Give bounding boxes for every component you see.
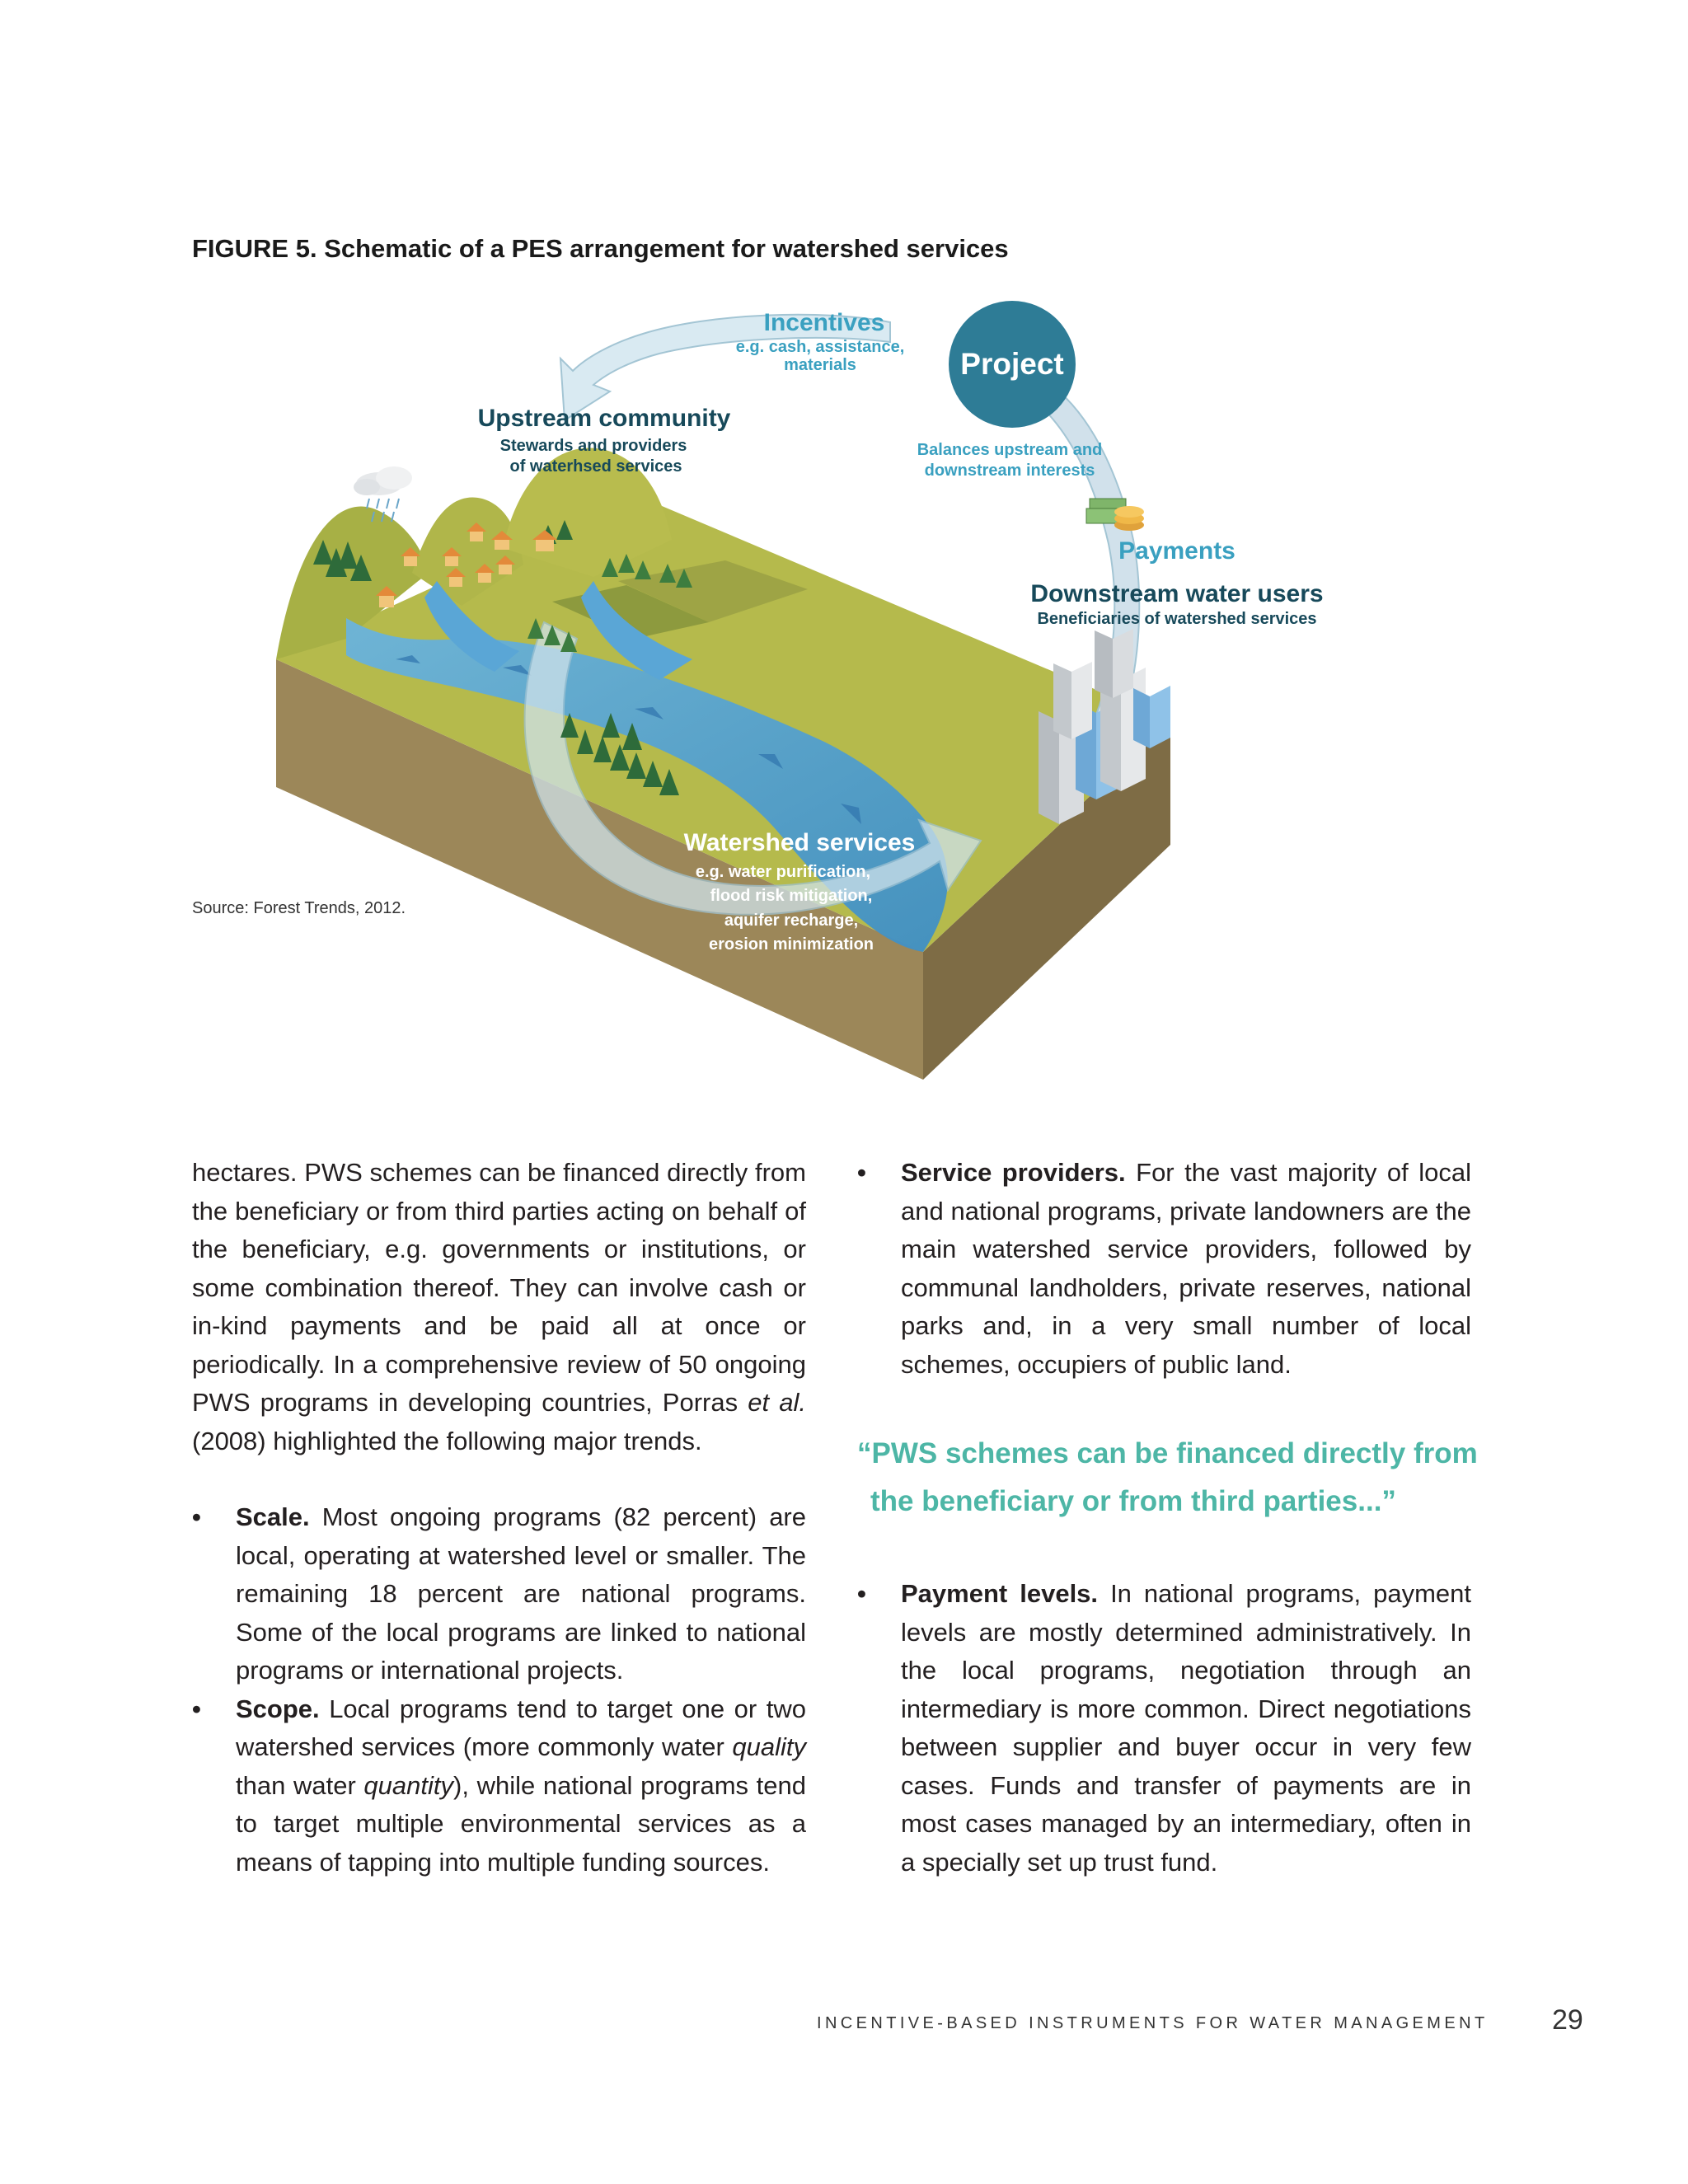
intro-text: hectares. PWS schemes can be financed directly from the beneficiary or from third parties acting on behalf of the beneficiary, e.g. governments or institutions, or some combination thereof. They can involve cash or in-kind payments and be paid all at once or periodically. In a comprehensive review of 50 ongoing PWS programs in developing countries, Porras bbox=[192, 1158, 806, 1417]
upstream-title: Upstream community bbox=[477, 405, 731, 432]
bullet-mark: • bbox=[857, 1158, 866, 1187]
bullet-mark: • bbox=[192, 1694, 201, 1723]
ws-sub-3: aquifer recharge, bbox=[724, 912, 859, 930]
page-number: 29 bbox=[1552, 2004, 1583, 2036]
bullet-scale bbox=[192, 1498, 806, 1690]
pes-schematic-svg bbox=[247, 293, 1484, 1084]
payments-label: Payments bbox=[1118, 537, 1236, 565]
ws-sub-2: flood risk mitigation, bbox=[710, 887, 873, 905]
right-column bbox=[857, 1154, 1471, 1384]
ws-sub-4: erosion minimization bbox=[708, 935, 874, 954]
running-footer-title: INCENTIVE-BASED INSTRUMENTS FOR WATER MANAGEMENT bbox=[817, 2014, 1489, 2032]
project-sub-1: Balances upstream and bbox=[917, 441, 1103, 459]
money-stack-icon bbox=[1086, 499, 1144, 531]
ws-sub-1: e.g. water purification, bbox=[695, 863, 871, 881]
bullet-text-quality: quality bbox=[732, 1732, 806, 1761]
right-column-lower bbox=[857, 1575, 1471, 1882]
intro-italic: et al. bbox=[748, 1388, 806, 1417]
downstream-title: Downstream water users bbox=[1030, 580, 1324, 607]
bullet-text-providers: For the vast majority of local and national programs, private landowners are the main watershed service providers, followed by communal landholders, private reserves, national parks and, in a very small number of local schemes, occupiers of public land. bbox=[901, 1158, 1471, 1379]
bullet-scope bbox=[192, 1690, 806, 1882]
bullet-text-payment: In national programs, payment levels are mostly determined administratively. In the local programs, negotiation through an intermediary is more common. Direct negotiations between supplier and buyer occur in very few cases. Funds and transfer of payments are in most cases managed by an intermediary, often in a specially set up trust fund. bbox=[901, 1579, 1471, 1877]
bullet-text-scale: Most ongoing programs (82 percent) are local, operating at watershed level or smaller. The remaining 18 percent are national programs. Some of the local programs are linked to national programs or international projects. bbox=[236, 1502, 806, 1685]
figure-source: Source: Forest Trends, 2012. bbox=[192, 899, 406, 917]
ws-title: Watershed services bbox=[683, 829, 916, 856]
upstream-sub-2: of waterhsed services bbox=[509, 457, 682, 476]
bullet-mark: • bbox=[192, 1502, 201, 1531]
intro-tail: (2008) highlighted the following major trends. bbox=[192, 1426, 702, 1455]
bullet-text-scope-c: ), while national programs tend to target multiple environmental services as a means of tapping into multiple funding sources. bbox=[236, 1770, 806, 1877]
bullet-text-quantity: quantity bbox=[363, 1770, 453, 1800]
figure-caption: FIGURE 5. Schematic of a PES arrangement for watershed services bbox=[192, 234, 1009, 263]
bullet-label-providers: Service providers. bbox=[901, 1158, 1126, 1187]
project-sub-2: downstream interests bbox=[924, 462, 1095, 480]
bullet-label-scale: Scale. bbox=[236, 1502, 310, 1531]
project-label: Project bbox=[960, 347, 1064, 381]
intro-paragraph bbox=[192, 1154, 806, 1460]
bullet-text-scope-b: than water bbox=[236, 1770, 364, 1800]
downstream-sub: Beneficiaries of watershed services bbox=[1037, 610, 1317, 628]
pes-schematic-figure bbox=[247, 293, 1484, 1084]
bullet-label-scope: Scope. bbox=[236, 1694, 320, 1723]
incentives-sub-1: e.g. cash, assistance, bbox=[735, 338, 905, 356]
left-column bbox=[192, 1154, 806, 1882]
bullet-mark: • bbox=[857, 1579, 866, 1608]
bullet-label-payment: Payment levels. bbox=[901, 1579, 1099, 1608]
bullet-service-providers bbox=[857, 1154, 1471, 1384]
bullet-payment-levels bbox=[857, 1575, 1471, 1882]
bullet-text-scope-a: Local programs tend to target one or two watershed services (more commonly water bbox=[236, 1694, 806, 1761]
incentives-sub-2: materials bbox=[784, 356, 856, 374]
pull-quote bbox=[857, 1430, 1484, 1526]
incentives-title: Incentives bbox=[763, 309, 885, 336]
upstream-sub-1: Stewards and providers bbox=[499, 437, 687, 455]
pull-quote-line-2: the beneficiary or from third parties...” bbox=[870, 1485, 1396, 1517]
pull-quote-line-1: “PWS schemes can be financed directly from bbox=[857, 1437, 1478, 1469]
